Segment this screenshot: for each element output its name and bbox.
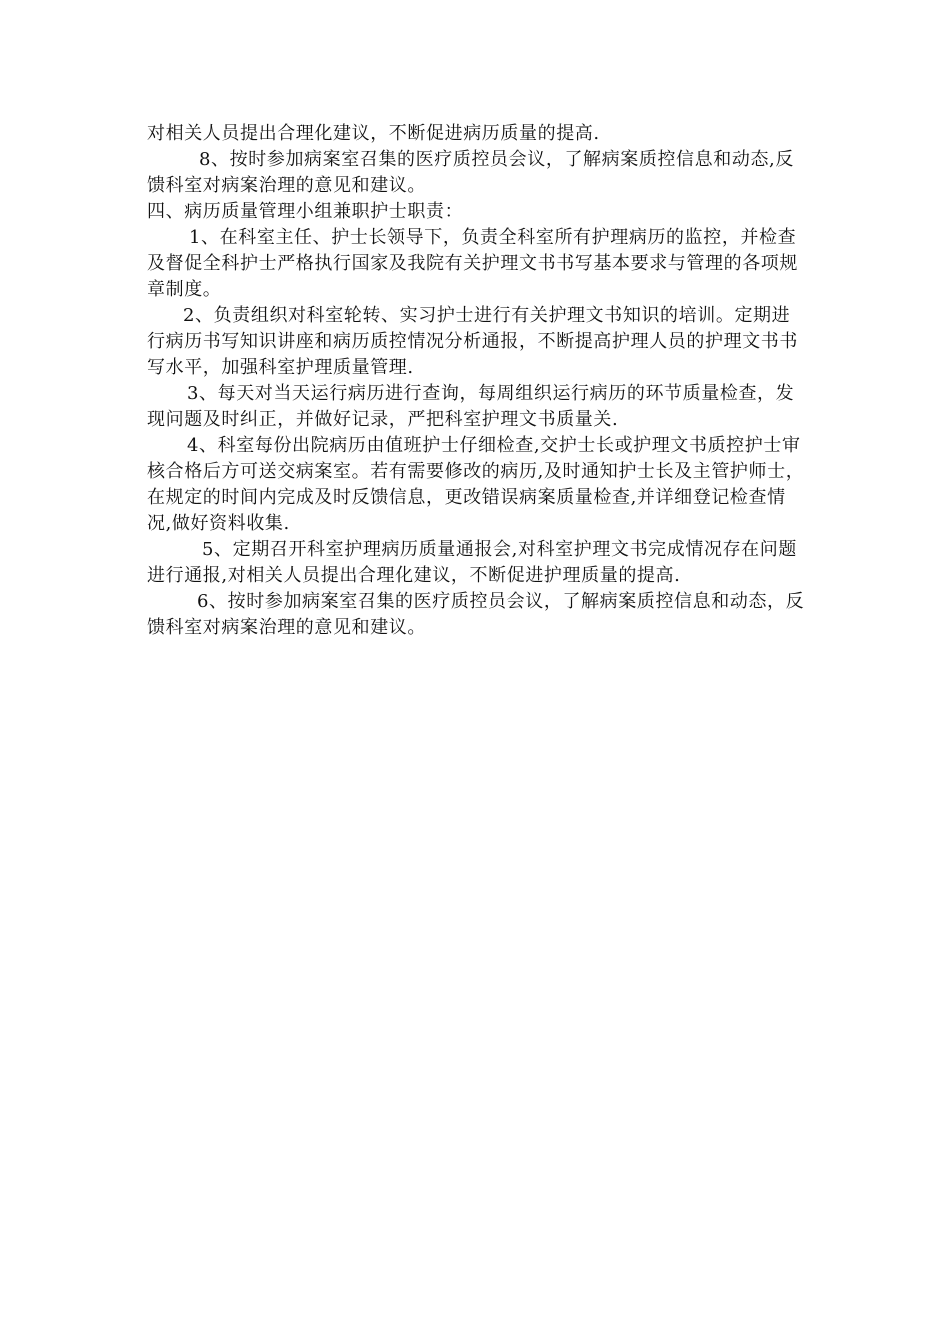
- paragraph-item-1: 1、在科室主任、护士长领导下，负责全科室所有护理病历的监控，并检查及督促全科护士严格执行国家及我院有关护理文书书写基本要求与管理的各项规章制度。: [147, 227, 798, 300]
- paragraph-item-4: 4、科室每份出院病历由值班护士仔细检查,交护士长或护理文书质控护士审核合格后方可送交病案室。若有需要修改的病历,及时通知护士长及主管护师士，在规定的时间内完成及时反馈信息，更改错误病案质量检查,并详细登记检查情况,做好资料收集.: [147, 435, 805, 534]
- section-heading: 四、病历质量管理小组兼职护士职责：: [147, 201, 464, 222]
- paragraph-item-5: 5、定期召开科室护理病历质量通报会,对科室护理文书完成情况存在问题进行通报,对相关人员提出合理化建议，不断促进护理质量的提高.: [147, 539, 797, 586]
- paragraph-item-6: 6、按时参加病案室召集的医疗质控员会议，了解病案质控信息和动态，反馈科室对病案治理的意见和建议。: [147, 591, 805, 638]
- paragraph-item-8: 8、按时参加病案室召集的医疗质控员会议，了解病案质控信息和动态,反馈科室对病案治理的意见和建议。: [147, 149, 794, 196]
- paragraph-item-2: 2、负责组织对科室轮转、实习护士进行有关护理文书知识的培训。定期进行病历书写知识讲座和病历质控情况分析通报，不断提高护理人员的护理文书书写水平，加强科室护理质量管理.: [147, 305, 798, 378]
- paragraph-item-3: 3、每天对当天运行病历进行查询，每周组织运行病历的环节质量检查，发现问题及时纠正，并做好记录，严把科室护理文书质量关.: [147, 383, 795, 430]
- document-body: [147, 121, 807, 641]
- paragraph-continuation: 对相关人员提出合理化建议，不断促进病历质量的提高.: [147, 123, 600, 144]
